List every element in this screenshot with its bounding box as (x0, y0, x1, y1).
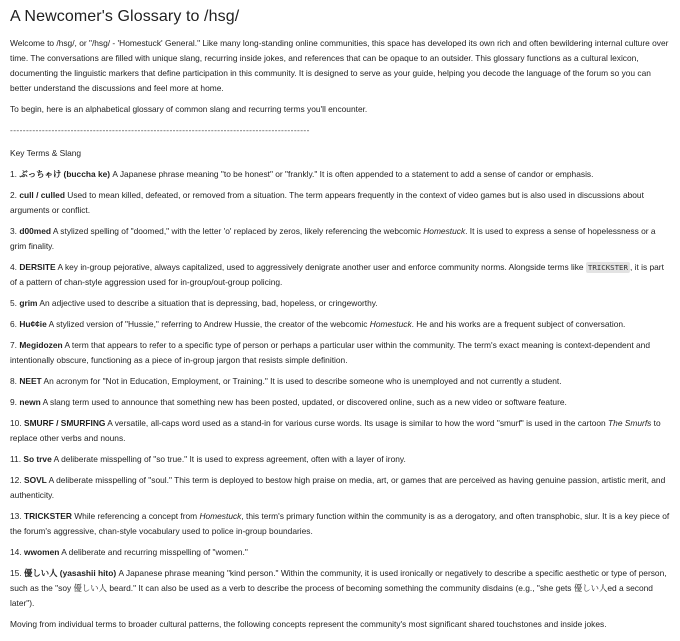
entry-definition: Used to mean killed, defeated, or removed from a situation. The term appears frequently in the context of video games but is also used in discussions about arguments or conflict. (10, 190, 644, 215)
entry-italic-title: Homestuck (199, 511, 242, 521)
glossary-entry (10, 224, 670, 254)
glossary-entry (10, 566, 670, 611)
entry-number: 3. (10, 226, 17, 236)
glossary-list (10, 167, 670, 611)
entry-number: 1. (10, 169, 17, 179)
entry-term: Hu¢¢ie (19, 319, 47, 329)
entry-definition: A deliberate and recurring misspelling of "women." (61, 547, 248, 557)
entry-number: 4. (10, 262, 17, 272)
entry-definition: A Japanese phrase meaning "kind person." Within the community, it is used ironically or negatively to describe a specific aesthetic or type of person, such as the "soy 優しい人 beard." It can also be used as a verb to describe the process of becoming something the community disdains (e.g., "she gets 優しい人ed a second later"). (10, 568, 667, 608)
entry-number: 12. (10, 475, 22, 485)
section-heading: Key Terms & Slang (10, 148, 82, 158)
divider-line: ---------------------------------------------------------------------------------------------- (10, 125, 310, 135)
entry-italic-title: The Smurfs (608, 418, 652, 428)
glossary-entry (10, 260, 670, 290)
glossary-entry (10, 374, 670, 389)
entry-definition: A versatile, all-caps word used as a stand-in for various curse words. Its usage is similar to how the word "smurf" is used in the cartoon (107, 418, 609, 428)
glossary-entry (10, 317, 670, 332)
entry-term: DERSITE (19, 262, 56, 272)
entry-definition-continued: to replace other verbs and nouns. (10, 418, 661, 443)
entry-number: 11. (10, 454, 22, 464)
entry-definition: A slang term used to announce that something new has been posted, updated, or discovered online, such as a new video or software feature. (42, 397, 567, 407)
glossary-entry (10, 416, 670, 446)
entry-definition: A deliberate misspelling of "soul." This term is deployed to bestow high praise on media, art, or games that are perceived as having genuine passion, artistic merit, and authenticity. (10, 475, 666, 500)
entry-inline-code: TRICKSTER (587, 263, 628, 272)
entry-term: Megidozen (19, 340, 63, 350)
entry-term: cull / culled (19, 190, 65, 200)
entry-term: ぶっちゃけ (buccha ke) (19, 169, 111, 179)
entry-term: d00med (19, 226, 51, 236)
entry-definition-continued: . It is used to express a sense of hopelessness or a grim finality. (10, 226, 656, 251)
entry-definition: A stylized spelling of "doomed," with the letter 'o' replaced by zeros, likely referencing the webcomic (52, 226, 424, 236)
glossary-entry (10, 395, 670, 410)
entry-definition: A key in-group pejorative, always capitalized, used to aggressively denigrate another user and enforce community norms. Alongside terms like (57, 262, 586, 272)
entry-term: 優しい人 (yasashii hito) (23, 568, 117, 578)
glossary-entry (10, 188, 670, 218)
entry-definition-continued: , this term's primary function within the community is as a derogatory, and often transphobic, slur. It is a key piece of the forum's aggressive, chan-style vocabulary used to police in-group boundaries. (10, 511, 670, 536)
entry-number: 6. (10, 319, 17, 329)
entry-number: 13. (10, 511, 22, 521)
entry-definition: A deliberate misspelling of "so true." It is used to express agreement, often with a layer of irony. (53, 454, 406, 464)
entry-definition: A stylized version of "Hussie," referring to Andrew Hussie, the creator of the webcomic (48, 319, 370, 329)
page-title: A Newcomer's Glossary to /hsg/ (10, 8, 240, 25)
entry-definition: An adjective used to describe a situation that is depressing, bad, hopeless, or cringeworthy. (39, 298, 378, 308)
glossary-entry (10, 545, 670, 560)
glossary-entry (10, 338, 670, 368)
entry-definition: A term that appears to refer to a specific type of person or perhaps a particular user within the community. The term's exact meaning is context-dependent and intentionally obscure, functioning as a piece of in-group jargon that resists simple definition. (10, 340, 651, 365)
entry-term: grim (19, 298, 38, 308)
glossary-entry (10, 509, 670, 539)
glossary-entry (10, 473, 670, 503)
entry-number: 8. (10, 376, 17, 386)
entry-term: wwomen (23, 547, 60, 557)
intro-paragraph: To begin, here is an alphabetical glossary of common slang and recurring terms you'll encounter. (10, 104, 368, 114)
entry-number: 14. (10, 547, 22, 557)
entry-number: 15. (10, 568, 22, 578)
entry-definition-continued: , it is part of a pattern of chan-style aggression used for in-group/out-group policing. (10, 262, 664, 287)
entry-term: newn (19, 397, 41, 407)
glossary-entry (10, 452, 670, 467)
outro-paragraph: Moving from individual terms to broader cultural patterns, the following concepts represent the community's most significant shared touchstones and inside jokes. (10, 619, 607, 629)
entry-number: 2. (10, 190, 17, 200)
entry-italic-title: Homestuck (369, 319, 412, 329)
entry-number: 7. (10, 340, 17, 350)
entry-italic-title: Homestuck (423, 226, 466, 236)
entry-definition-continued: . He and his works are a frequent subject of conversation. (411, 319, 626, 329)
entry-number: 5. (10, 298, 17, 308)
entry-term: TRICKSTER (23, 511, 72, 521)
entry-number: 9. (10, 397, 17, 407)
entry-definition: An acronym for "Not in Education, Employment, or Training." It is used to describe someone who is unemployed and not currently a student. (43, 376, 562, 386)
entry-term: NEET (19, 376, 42, 386)
entry-definition: A Japanese phrase meaning "to be honest" or "frankly." It is often appended to a statement to add a sense of candor or emphasis. (112, 169, 594, 179)
glossary-entry (10, 296, 670, 311)
glossary-entry (10, 167, 670, 182)
entry-definition: While referencing a concept from (74, 511, 200, 521)
entry-term: So trve (23, 454, 52, 464)
intro-paragraph: Welcome to /hsg/, or "/hsg/ - 'Homestuck' General." Like many long-standing online communities, this space has developed its own rich and often bewildering internal culture over time. The conversations are filled with unique slang, recurring inside jokes, and references that can be opaque to an outsider. This glossary functions as a cultural lexicon, documenting the linguistic markers that define participation in this community. It is designed to serve as your guide, helping you decode the language of the forum so you can better understand the discussions and feel more at home. (10, 38, 669, 93)
entry-term: SOVL (23, 475, 47, 485)
entry-term: SMURF / SMURFING (23, 418, 106, 428)
entry-number: 10. (10, 418, 22, 428)
